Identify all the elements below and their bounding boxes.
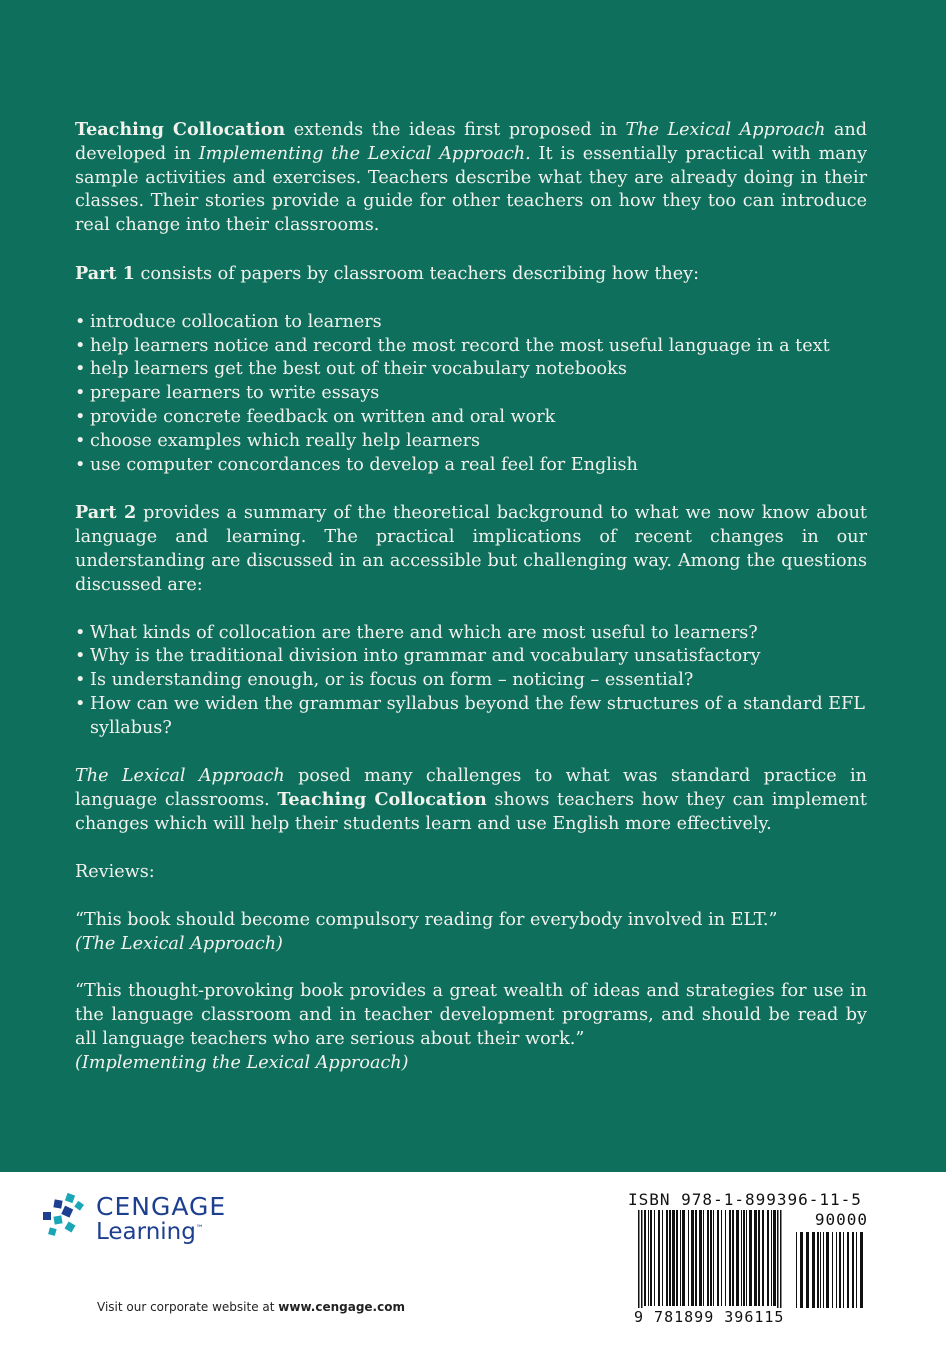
list-item: • use computer concordances to develop a real feel for English bbox=[75, 454, 867, 478]
list-item: • Is understanding enough, or is focus on form – noticing – essential? bbox=[75, 669, 867, 693]
price-code: 90000 bbox=[814, 1210, 868, 1229]
list-item: • help learners get the best out of their vocabulary notebooks bbox=[75, 358, 867, 382]
back-cover-text bbox=[75, 118, 867, 1076]
part2-label: Part 2 bbox=[75, 502, 137, 524]
cengage-logo bbox=[40, 1192, 240, 1252]
list-item: • How can we widen the grammar syllabus beyond the few structures of a standard EFL syllabus? bbox=[75, 693, 867, 741]
barcode-bar bbox=[682, 1210, 685, 1306]
barcode-bar bbox=[843, 1232, 844, 1308]
intro-text: It is essentially practical with many sample activities and exercises. Teachers describe what they are already doing in their classes. Their stories provide a guide for other teachers on how they too can introduce real change into their classrooms. bbox=[75, 143, 868, 236]
barcode-bar bbox=[749, 1210, 752, 1306]
part2-lead: provides a summary of the theoretical background to what we now know about language and learning. The practical implications of recent changes in our understanding are discussed in an accessible but challenging way. Among the questions discussed are: bbox=[75, 503, 867, 595]
book-title-bold: Teaching Collocation bbox=[277, 789, 487, 811]
barcode-bar bbox=[680, 1210, 681, 1306]
barcode-bar bbox=[823, 1232, 824, 1308]
barcode-bar bbox=[703, 1210, 704, 1306]
review-quote-2: “This thought-provoking book provides a great wealth of ideas and strategies for use in the language classroom and in teacher development programs, and should be read by all language teachers who are serious about their work.” bbox=[75, 981, 867, 1049]
barcode-bar bbox=[800, 1232, 803, 1308]
barcode-bar bbox=[777, 1210, 779, 1310]
barcode-bar bbox=[650, 1210, 652, 1306]
barcode-number: 9 781899 396115 bbox=[634, 1308, 785, 1326]
barcode-bar bbox=[729, 1210, 731, 1306]
isbn-barcode-block bbox=[628, 1190, 868, 1350]
barcode-bar bbox=[754, 1210, 757, 1306]
logo-learning-text: Learning bbox=[96, 1219, 196, 1245]
review-source-1: (The Lexical Approach) bbox=[75, 933, 283, 954]
barcode-bar bbox=[796, 1232, 797, 1308]
closing-paragraph bbox=[75, 765, 867, 837]
list-item: • choose examples which really help learners bbox=[75, 430, 867, 454]
barcode-bar bbox=[812, 1232, 815, 1308]
barcode-bar bbox=[676, 1210, 678, 1306]
cengage-logo-mark-icon bbox=[40, 1192, 90, 1244]
barcode-bar bbox=[662, 1210, 663, 1306]
book-reference: The Lexical Approach bbox=[625, 120, 826, 140]
part2-list bbox=[75, 622, 867, 741]
cover-footer bbox=[0, 1172, 946, 1360]
barcode-bar bbox=[717, 1210, 719, 1306]
barcode-bar bbox=[836, 1232, 837, 1308]
barcode-bar bbox=[817, 1232, 819, 1308]
barcode-bar bbox=[710, 1210, 712, 1306]
barcode-bar bbox=[669, 1210, 671, 1306]
barcode-bar bbox=[707, 1210, 709, 1306]
barcode-bar bbox=[725, 1210, 726, 1306]
barcode-bar bbox=[688, 1210, 689, 1306]
barcode-bar bbox=[746, 1210, 747, 1306]
barcode-bar bbox=[780, 1210, 782, 1310]
barcode-bar bbox=[691, 1210, 694, 1306]
website-link[interactable]: www.cengage.com bbox=[278, 1300, 405, 1314]
trademark-symbol: ™ bbox=[195, 1223, 204, 1233]
barcode-bar bbox=[820, 1232, 821, 1308]
website-line bbox=[97, 1300, 405, 1314]
barcode-bar bbox=[860, 1232, 863, 1308]
list-item: • Why is the traditional division into grammar and vocabulary unsatisfactory bbox=[75, 645, 867, 669]
barcode-bar bbox=[773, 1210, 776, 1306]
barcode-bar bbox=[826, 1232, 829, 1308]
barcode-bar bbox=[699, 1210, 702, 1306]
barcode-bar bbox=[852, 1232, 854, 1308]
closing-text: posed many challenges to what was standard practice in language classrooms. bbox=[75, 765, 867, 811]
list-item: • provide concrete feedback on written and oral work bbox=[75, 406, 867, 430]
barcode-bar bbox=[672, 1210, 675, 1306]
logo-learning bbox=[96, 1219, 204, 1245]
list-item: • introduce collocation to learners bbox=[75, 311, 867, 335]
list-item: • prepare learners to write essays bbox=[75, 382, 867, 406]
barcode-bar bbox=[736, 1210, 739, 1306]
barcode-bar bbox=[767, 1210, 769, 1306]
intro-text: and developed in bbox=[75, 120, 867, 164]
list-item: • What kinds of collocation are there and which are most useful to learners? bbox=[75, 622, 867, 646]
barcode-bar bbox=[648, 1210, 649, 1306]
book-reference: The Lexical Approach bbox=[75, 765, 285, 786]
book-reference: Implementing the Lexical Approach. bbox=[198, 143, 531, 164]
barcode-bar bbox=[695, 1210, 697, 1306]
isbn-label: ISBN 978-1-899396-11-5 bbox=[628, 1190, 862, 1209]
barcode-bar bbox=[638, 1210, 640, 1310]
barcode-bar bbox=[758, 1210, 760, 1306]
barcode-bar bbox=[741, 1210, 742, 1306]
reviews-heading: Reviews: bbox=[75, 861, 155, 882]
book-title-bold: Teaching Collocation bbox=[75, 119, 286, 140]
barcode-bar bbox=[762, 1210, 764, 1306]
barcode-bar bbox=[713, 1210, 714, 1306]
barcode-bar bbox=[666, 1210, 668, 1306]
intro-text: extends the ideas first proposed in bbox=[285, 120, 626, 140]
part1-lead: consists of papers by classroom teachers describing how they: bbox=[134, 263, 700, 284]
barcode-bar bbox=[847, 1232, 849, 1308]
closing-text: shows teachers how they can implement changes which will help their students learn and use English more effectively. bbox=[75, 790, 867, 835]
website-prefix: Visit our corporate website at bbox=[97, 1300, 279, 1314]
part1-list bbox=[75, 311, 867, 478]
barcode-bar bbox=[721, 1210, 722, 1306]
barcode-bar bbox=[771, 1210, 772, 1306]
barcode-bar bbox=[641, 1210, 643, 1310]
part1-heading bbox=[75, 262, 867, 287]
barcode-bar bbox=[658, 1210, 660, 1306]
logo-cengage: CENGAGE bbox=[96, 1192, 227, 1221]
barcode-bar bbox=[856, 1232, 857, 1308]
barcode-bar bbox=[806, 1232, 809, 1308]
barcode-bar bbox=[832, 1232, 833, 1308]
intro-paragraph bbox=[75, 118, 867, 238]
barcode-bar bbox=[743, 1210, 745, 1306]
part1-label: Part 1 bbox=[75, 262, 135, 284]
barcode-bar bbox=[654, 1210, 655, 1306]
barcode-bar bbox=[644, 1210, 646, 1306]
review-source-2: (Implementing the Lexical Approach) bbox=[75, 1052, 409, 1073]
review-quote-1: “This book should become compulsory reading for everybody involved in ELT.” bbox=[75, 909, 778, 930]
part2-paragraph bbox=[75, 501, 867, 597]
barcode-bar bbox=[732, 1210, 734, 1306]
list-item: • help learners notice and record the most record the most useful language in a text bbox=[75, 335, 867, 359]
barcode-bar bbox=[839, 1232, 841, 1308]
